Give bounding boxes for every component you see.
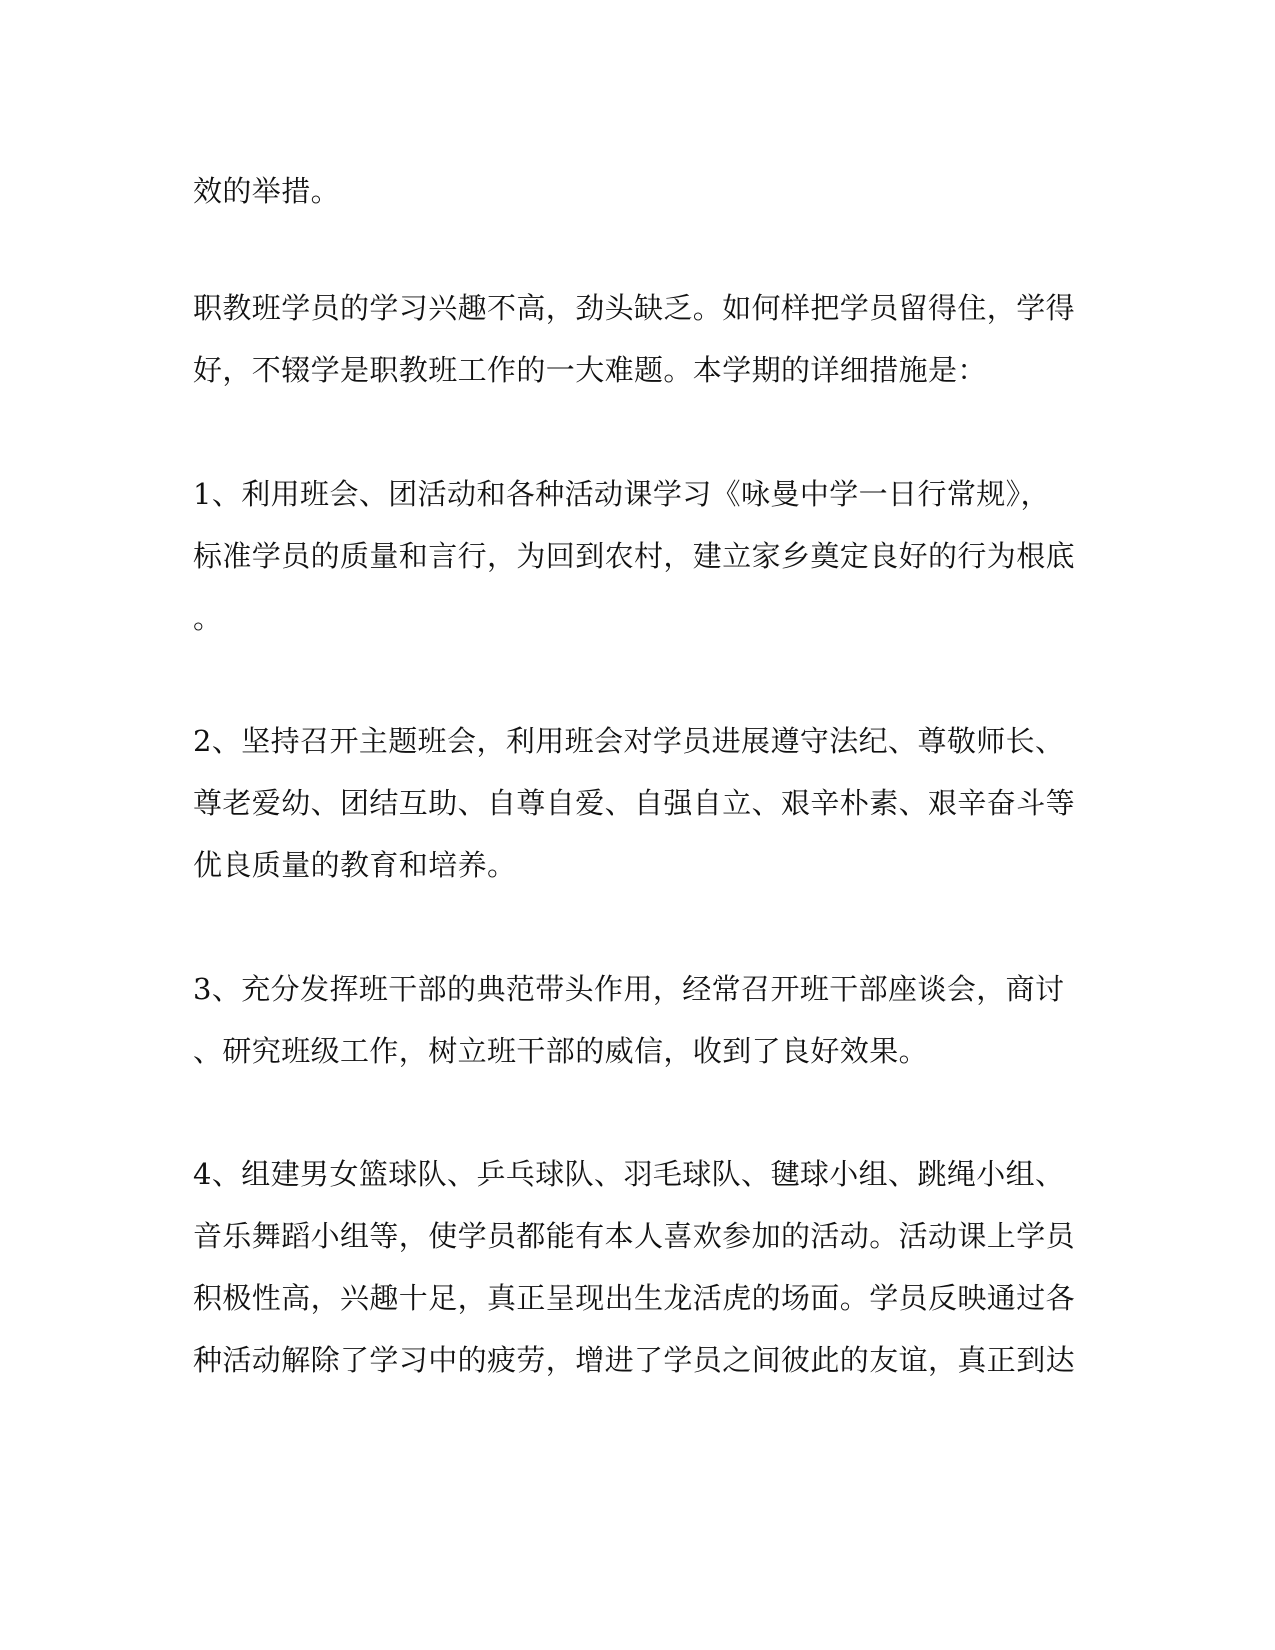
text-line: 积极性高，兴趣十足，真正呈现出生龙活虎的场面。学员反映通过各 [193,1281,1076,1315]
text-line: 职教班学员的学习兴趣不高，劲头缺乏。如何样把学员留得住，学得 [193,291,1076,325]
text-line: 尊老爱幼、团结互助、自尊自爱、自强自立、艰辛朴素、艰辛奋斗等 [193,786,1076,820]
text-line: 好，不辍学是职教班工作的一大难题。本学期的详细措施是： [193,353,987,387]
text-line: 、研究班级工作，树立班干部的威信，收到了良好效果。 [193,1034,929,1068]
text-line: 2、坚持召开主题班会，利用班会对学员进展遵守法纪、尊敬师长、 [193,724,1065,758]
text-line: 1、利用班会、团活动和各种活动课学习《咏曼中学一日行常规》， [193,477,1050,511]
text-line: 效的举措。 [193,174,341,208]
text-line: 音乐舞蹈小组等，使学员都能有本人喜欢参加的活动。活动课上学员 [193,1219,1076,1253]
text-line: 3、充分发挥班干部的典范带头作用，经常召开班干部座谈会，商讨 [193,972,1065,1006]
text-line: 标准学员的质量和言行，为回到农村，建立家乡奠定良好的行为根底 [193,539,1076,573]
text-line: 。 [193,601,223,635]
text-line: 4、组建男女篮球队、乒乓球队、羽毛球队、毽球小组、跳绳小组、 [193,1157,1065,1191]
text-line: 种活动解除了学习中的疲劳，增进了学员之间彼此的友谊，真正到达 [193,1343,1076,1377]
text-line: 优良质量的教育和培养。 [193,848,517,882]
